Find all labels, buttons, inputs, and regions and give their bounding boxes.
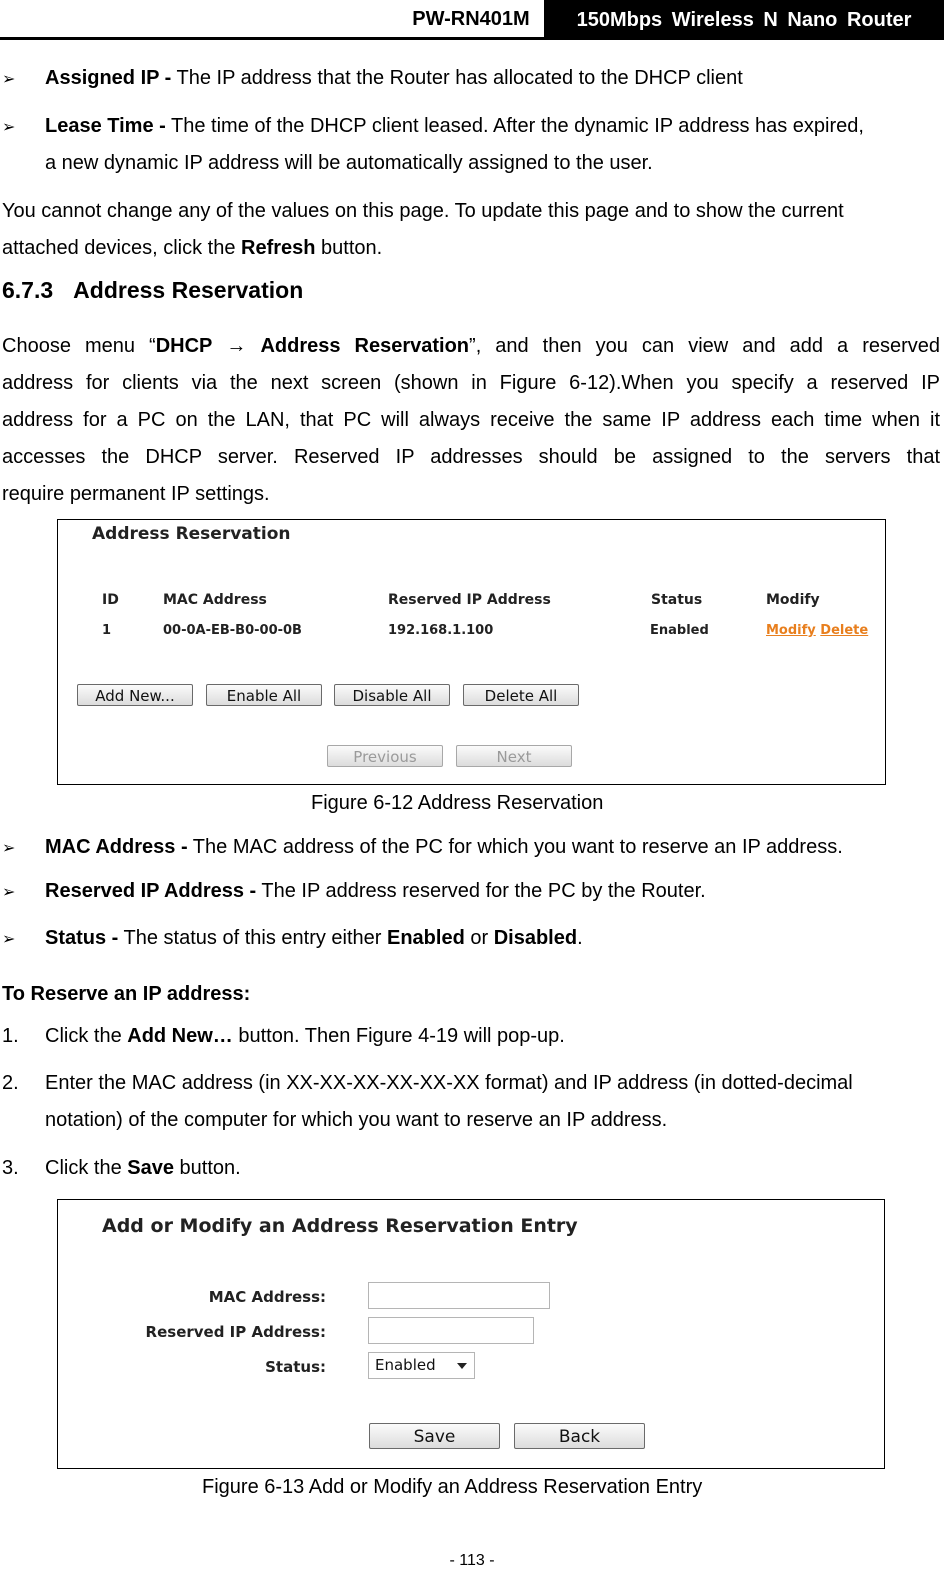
back-button[interactable]: Back <box>514 1423 645 1449</box>
paragraph-line: You cannot change any of the values on this page. To update this page and to show the current <box>2 200 844 222</box>
paragraph-line: address for a PC on the LAN, that PC will always receive the same IP address each time when it <box>2 409 940 431</box>
save-button[interactable]: Save <box>369 1423 500 1449</box>
row-status: Enabled <box>650 623 709 638</box>
delete-all-button[interactable]: Delete All <box>463 684 579 706</box>
bullet-assigned-ip: Assigned IP - The IP address that the Router has allocated to the DHCP client <box>45 67 743 89</box>
col-modify: Modify <box>766 592 820 608</box>
status-label: Status: <box>265 1358 326 1376</box>
step-number: 3. <box>2 1157 19 1179</box>
bullet-arrow-icon: ➢ <box>2 884 16 901</box>
paragraph-line: accesses the DHCP server. Reserved IP addresses should be assigned to the servers that <box>2 446 940 468</box>
bullet-lease-time-cont: a new dynamic IP address will be automatically assigned to the user. <box>45 152 653 174</box>
bullet-lease-time: Lease Time - The time of the DHCP client leased. After the dynamic IP address has expired, <box>45 115 864 137</box>
enable-all-button[interactable]: Enable All <box>206 684 322 706</box>
col-ip: Reserved IP Address <box>388 592 551 608</box>
step-text-cont: notation) of the computer for which you want to reserve an IP address. <box>45 1109 668 1131</box>
row-ip: 192.168.1.100 <box>388 623 494 638</box>
row-modify-links <box>766 623 868 638</box>
status-select[interactable] <box>368 1352 475 1379</box>
reserved-ip-input[interactable] <box>368 1317 534 1344</box>
next-button[interactable]: Next <box>456 745 572 767</box>
header-rule <box>0 37 944 40</box>
bullet-arrow-icon: ➢ <box>2 840 16 857</box>
col-mac: MAC Address <box>163 592 267 608</box>
bullet-status: Status - The status of this entry either Enabled or Disabled. <box>45 927 583 949</box>
row-mac: 00-0A-EB-B0-00-0B <box>163 623 302 638</box>
figure-caption: Figure 6-13 Add or Modify an Address Reservation Entry <box>202 1476 703 1498</box>
reserved-ip-label: Reserved IP Address: <box>145 1323 326 1341</box>
modify-link[interactable]: Modify <box>766 623 816 638</box>
figure-title: Add or Modify an Address Reservation Entry <box>102 1215 578 1237</box>
figure-caption: Figure 6-12 Address Reservation <box>311 792 604 814</box>
col-id: ID <box>102 592 119 608</box>
paragraph-line: Choose menu “DHCP → Address Reservation”, and then you can view and add a reserved <box>2 335 941 357</box>
bullet-mac-address: MAC Address - The MAC address of the PC for which you want to reserve an IP address. <box>45 836 843 858</box>
step-text: Click the Save button. <box>45 1157 241 1179</box>
bullet-reserved-ip: Reserved IP Address - The IP address reserved for the PC by the Router. <box>45 880 706 902</box>
col-status: Status <box>651 592 703 608</box>
step-text: Click the Add New… button. Then Figure 4-19 will pop-up. <box>45 1025 565 1047</box>
chevron-down-icon <box>457 1363 467 1369</box>
row-id: 1 <box>102 623 112 638</box>
step-number: 2. <box>2 1072 19 1094</box>
status-selected-value: Enabled <box>375 1356 436 1374</box>
paragraph-line: address for clients via the next screen (shown in Figure 6-12).When you specify a reserved IP <box>2 372 940 394</box>
step-text: Enter the MAC address (in XX-XX-XX-XX-XX-XX format) and IP address (in dotted-decimal <box>45 1072 853 1094</box>
step-number: 1. <box>2 1025 19 1047</box>
paragraph-line: require permanent IP settings. <box>2 483 270 505</box>
header-title: 150Mbps Wireless N Nano Router <box>544 0 944 38</box>
bullet-arrow-icon: ➢ <box>2 119 16 136</box>
previous-button[interactable]: Previous <box>327 745 443 767</box>
header-model: PW-RN401M <box>412 8 530 30</box>
section-heading: 6.7.3 Address Reservation <box>2 277 304 303</box>
steps-heading: To Reserve an IP address: <box>2 983 251 1005</box>
figure-add-modify-entry <box>57 1199 885 1469</box>
add-new-button[interactable]: Add New... <box>77 684 193 706</box>
bullet-arrow-icon: ➢ <box>2 931 16 948</box>
page-number: - 113 - <box>449 1552 495 1569</box>
mac-address-input[interactable] <box>368 1282 550 1309</box>
arrow-right-icon: → <box>226 335 247 357</box>
figure-address-reservation <box>57 519 886 785</box>
paragraph-line: attached devices, click the Refresh button. <box>2 237 383 259</box>
mac-address-label: MAC Address: <box>208 1288 326 1306</box>
figure-title: Address Reservation <box>92 524 291 544</box>
disable-all-button[interactable]: Disable All <box>334 684 450 706</box>
bullet-arrow-icon: ➢ <box>2 71 16 88</box>
delete-link[interactable]: Delete <box>820 623 869 638</box>
